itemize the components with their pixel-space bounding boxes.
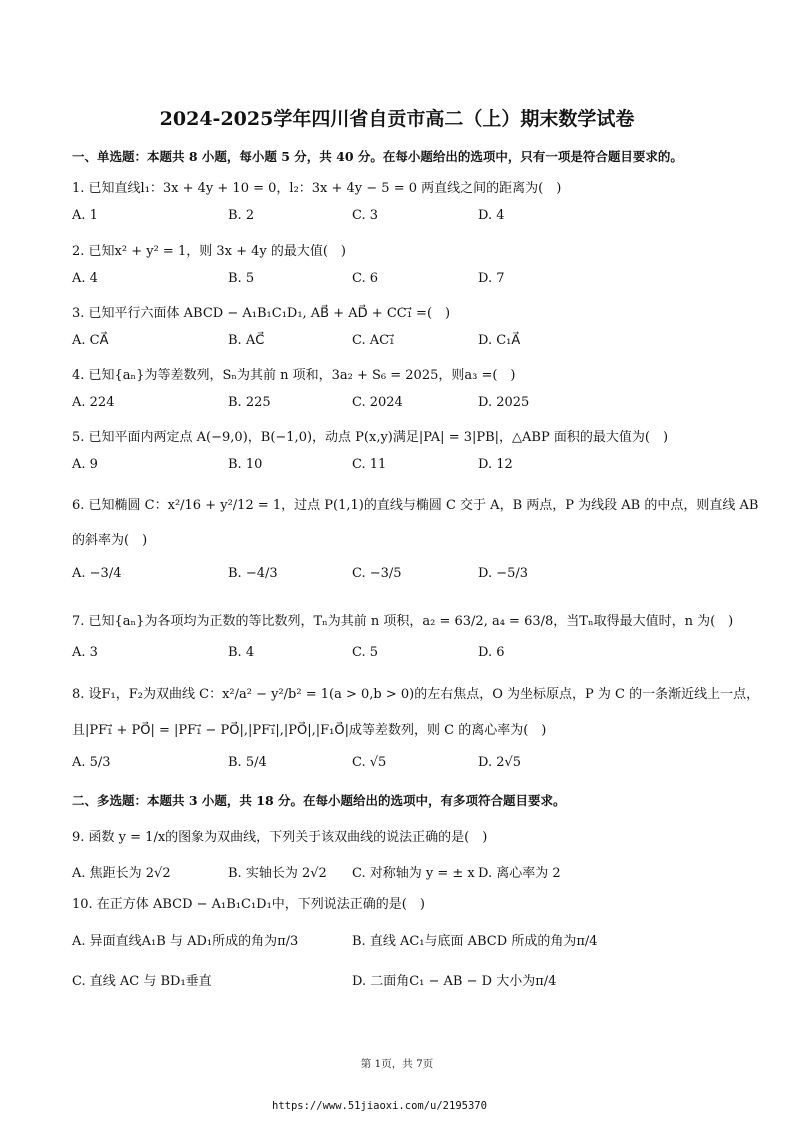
- q2-option-b: B. 5: [228, 271, 255, 286]
- q9-option-c: C. 对称轴为 y = ± x: [352, 866, 475, 881]
- q8-option-b: B. 5/4: [228, 755, 267, 770]
- q5-option-c: C. 11: [352, 457, 387, 472]
- q9-option-a: A. 焦距长为 2√2: [72, 866, 171, 881]
- q6-option-a: A. −3/4: [72, 566, 122, 581]
- q5-option-a: A. 9: [72, 457, 98, 472]
- q2-option-d: D. 7: [478, 271, 505, 286]
- q8-option-c: C. √5: [352, 755, 387, 770]
- q7-option-a: A. 3: [72, 645, 98, 660]
- q5-option-d: D. 12: [478, 457, 513, 472]
- q1-option-c: C. 3: [352, 208, 379, 223]
- section-multiple-choice-heading: 二、多选题：本题共 3 小题，共 18 分。在每小题给出的选项中，有多项符合题目要求。: [72, 793, 566, 808]
- question-10: 10. 在正方体 ABCD − A₁B₁C₁D₁中，下列说法正确的是( ): [72, 897, 425, 912]
- q6-option-b: B. −4/3: [228, 566, 278, 581]
- q2-option-c: C. 6: [352, 271, 379, 286]
- question-8: 8. 设F₁，F₂为双曲线 C：x²/a² − y²/b² = 1(a > 0,b > 0)的左右焦点，O 为坐标原点，P 为 C 的一条渐近线上一点，: [72, 687, 760, 702]
- q9-option-b: B. 实轴长为 2√2: [228, 866, 327, 881]
- q1-option-a: A. 1: [72, 208, 98, 223]
- q1-option-b: B. 2: [228, 208, 255, 223]
- watermark-url: https://www.51jiaoxi.com/u/2195370: [272, 1100, 487, 1112]
- q3-option-d: D. C₁A⃗: [478, 333, 521, 348]
- q10-option-a: A. 异面直线A₁B 与 AD₁所成的角为π/3: [72, 934, 299, 949]
- q7-option-d: D. 6: [478, 645, 505, 660]
- question-3: 3. 已知平行六面体 ABCD − A₁B₁C₁D₁, AB⃗ + AD⃗ + CC₁⃗ =( ): [72, 306, 451, 321]
- q8-option-d: D. 2√5: [478, 755, 522, 770]
- q4-option-a: A. 224: [72, 395, 115, 410]
- question-2: 2. 已知x² + y² = 1，则 3x + 4y 的最大值( ): [72, 244, 347, 259]
- q6-option-d: D. −5/3: [478, 566, 529, 581]
- q7-option-b: B. 4: [228, 645, 255, 660]
- q5-option-b: B. 10: [228, 457, 263, 472]
- q10-option-c: C. 直线 AC 与 BD₁垂直: [72, 974, 212, 989]
- q4-option-d: D. 2025: [478, 395, 530, 410]
- q9-option-d: D. 离心率为 2: [478, 866, 561, 881]
- question-4: 4. 已知{aₙ}为等差数列，Sₙ为其前 n 项和，3a₂ + S₆ = 2025，则a₃ =( ): [72, 368, 516, 383]
- q4-option-b: B. 225: [228, 395, 271, 410]
- q2-option-a: A. 4: [72, 271, 98, 286]
- q4-option-c: C. 2024: [352, 395, 403, 410]
- question-9: 9. 函数 y = 1/x的图象为双曲线，下列关于该双曲线的说法正确的是( ): [72, 830, 488, 845]
- page-title: 2024-2025学年四川省自贡市高二（上）期末数学试卷: [159, 108, 635, 130]
- q7-option-c: C. 5: [352, 645, 379, 660]
- section-single-choice-heading: 一、单选题：本题共 8 小题，每小题 5 分，共 40 分。在每小题给出的选项中，只有一项是符合题目要求的。: [72, 149, 683, 164]
- question-6: 6. 已知椭圆 C：x²/16 + y²/12 = 1，过点 P(1,1)的直线与椭圆 C 交于 A，B 两点，P 为线段 AB 的中点，则直线 AB: [72, 498, 759, 513]
- question-7: 7. 已知{aₙ}为各项均为正数的等比数列，Tₙ为其前 n 项积，a₂ = 63/2, a₄ = 63/8，当Tₙ取得最大值时，n 为( ): [72, 614, 734, 629]
- page-number-footer: 第 1页，共 7页: [360, 1058, 434, 1070]
- q10-option-d: D. 二面角C₁ − AB − D 大小为π/4: [352, 974, 557, 989]
- q6-option-c: C. −3/5: [352, 566, 402, 581]
- question-5: 5. 已知平面内两定点 A(−9,0)，B(−1,0)，动点 P(x,y)满足|PA| = 3|PB|，△ABP 面积的最大值为( ): [72, 430, 669, 445]
- q8-option-a: A. 5/3: [72, 755, 111, 770]
- q3-option-a: A. CA⃗: [72, 333, 109, 348]
- q3-option-b: B. AC⃗: [228, 333, 265, 348]
- q1-option-d: D. 4: [478, 208, 505, 223]
- q3-option-c: C. AC₁⃗: [352, 333, 395, 348]
- question-6-continued: 的斜率为( ): [72, 533, 148, 548]
- question-1: 1. 已知直线l₁：3x + 4y + 10 = 0，l₂：3x + 4y − 5 = 0 两直线之间的距离为( ): [72, 181, 562, 196]
- q10-option-b: B. 直线 AC₁与底面 ABCD 所成的角为π/4: [352, 934, 598, 949]
- question-8-continued: 且|PF₁⃗ + PO⃗| = |PF₁⃗ − PO⃗|,|PF₁⃗|,|PO⃗|,|F₁O⃗|成等差数列，则 C 的离心率为( ): [72, 723, 547, 738]
